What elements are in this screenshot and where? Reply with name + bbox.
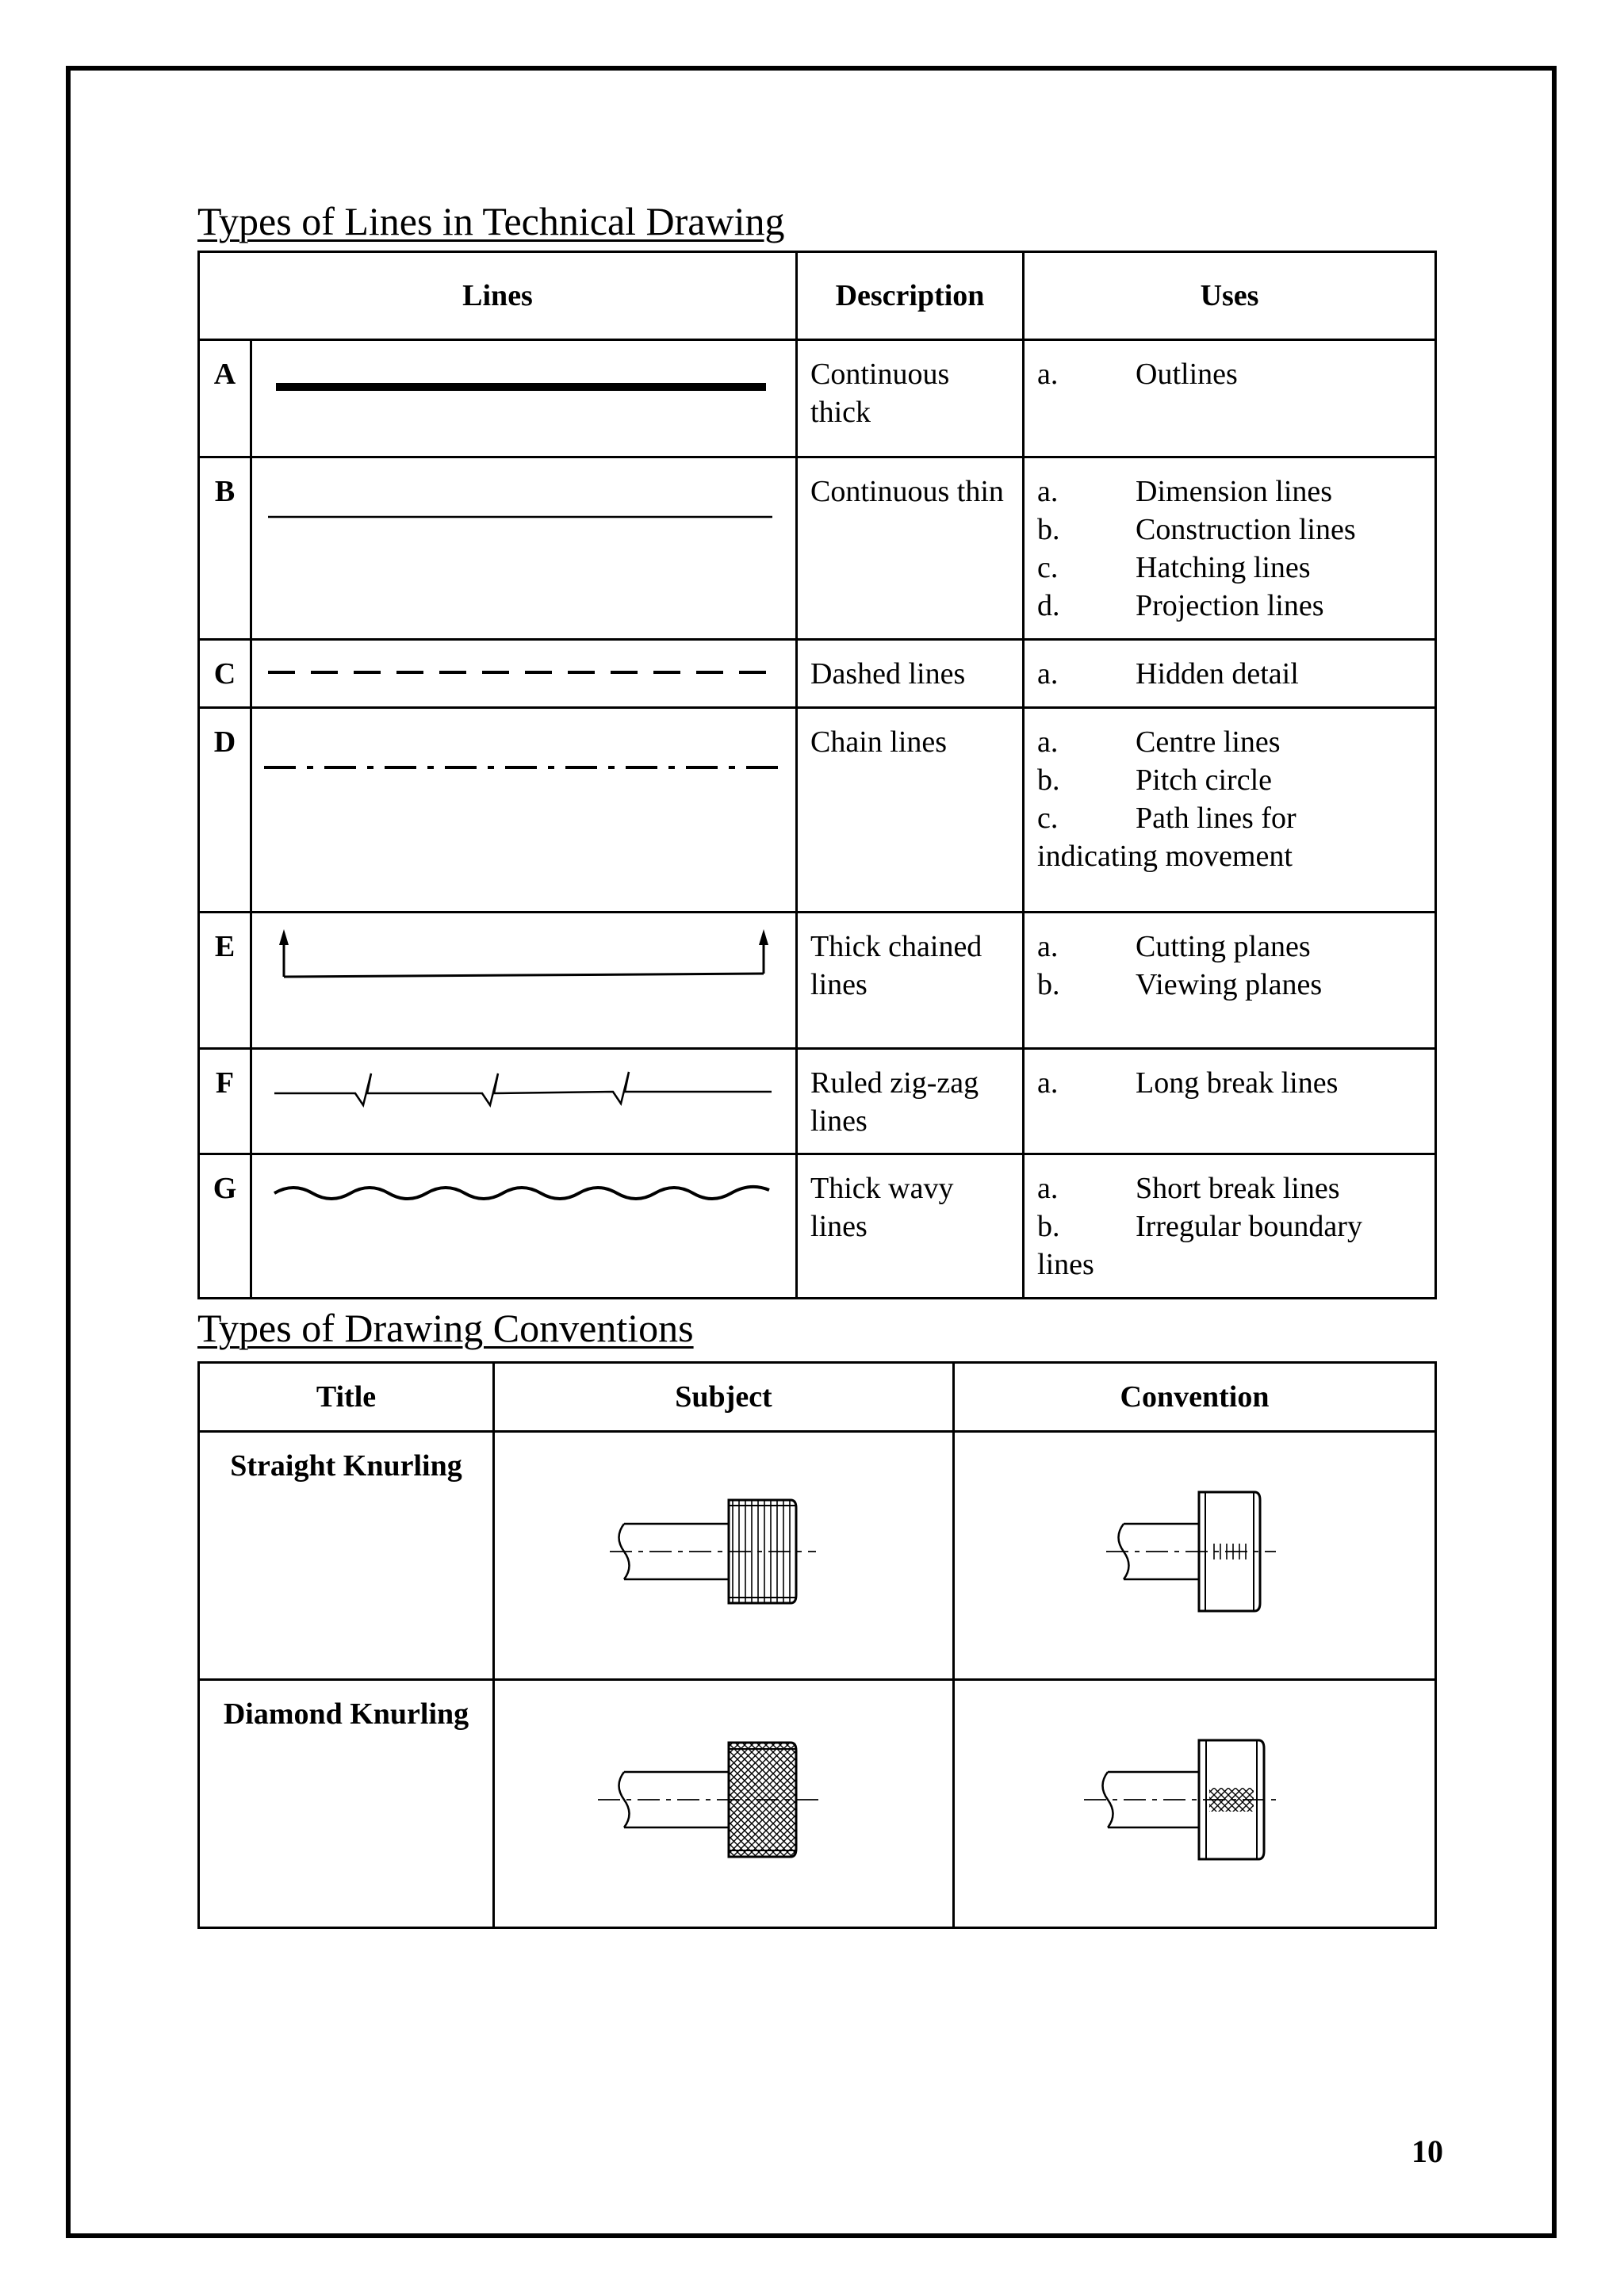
- row-uses: [1024, 640, 1436, 708]
- straight-knurling-convention-drawing: [954, 1432, 1436, 1680]
- header-lines: Lines: [199, 252, 797, 340]
- use-item: b. Pitch circle: [1037, 763, 1272, 797]
- table-row: [199, 1049, 1436, 1154]
- line-sample-chain: [251, 708, 797, 913]
- row-uses: [1024, 1049, 1436, 1154]
- use-item: c. Path lines for: [1037, 802, 1297, 835]
- use-item: a. Cutting planes: [1037, 930, 1311, 963]
- row-description: Ruled zig-zag lines: [797, 1049, 1024, 1154]
- use-item: b. Construction lines: [1037, 513, 1356, 546]
- use-item: a. Dimension lines: [1037, 475, 1333, 508]
- lines-table: [197, 251, 1437, 1299]
- use-item: a. Centre lines: [1037, 725, 1281, 759]
- use-item: d. Projection lines: [1037, 589, 1324, 622]
- row-description: Chain lines: [797, 708, 1024, 913]
- use-item: a. Hidden detail: [1037, 657, 1299, 691]
- use-item: a. Short break lines: [1037, 1172, 1340, 1205]
- line-sample-dashed: [251, 640, 797, 708]
- lines-heading: Types of Lines in Technical Drawing: [197, 199, 785, 243]
- table-row: [199, 640, 1436, 708]
- row-uses: [1024, 913, 1436, 1049]
- header-description: Description: [797, 252, 1024, 340]
- row-label: F: [199, 1049, 251, 1154]
- table-header-row: [199, 252, 1436, 340]
- line-sample-continuous-thick: [251, 340, 797, 457]
- line-sample-thick-wavy: [251, 1154, 797, 1299]
- convention-title: Diamond Knurling: [199, 1680, 494, 1928]
- header-convention: Convention: [954, 1363, 1436, 1432]
- row-uses: [1024, 1154, 1436, 1299]
- use-item: c. Hatching lines: [1037, 551, 1311, 584]
- row-label: E: [199, 913, 251, 1049]
- table-header-row: [199, 1363, 1436, 1432]
- header-subject: Subject: [494, 1363, 954, 1432]
- table-row: [199, 457, 1436, 640]
- header-title: Title: [199, 1363, 494, 1432]
- row-label: D: [199, 708, 251, 913]
- use-item: a. Long break lines: [1037, 1066, 1339, 1100]
- straight-knurling-subject-drawing: [494, 1432, 954, 1680]
- conventions-heading: Types of Drawing Conventions: [197, 1306, 694, 1350]
- table-row: [199, 1432, 1436, 1680]
- convention-title: Straight Knurling: [199, 1432, 494, 1680]
- row-description: Continuous thick: [797, 340, 1024, 457]
- row-uses: [1024, 708, 1436, 913]
- line-sample-continuous-thin: [251, 457, 797, 640]
- row-label: B: [199, 457, 251, 640]
- row-description: Dashed lines: [797, 640, 1024, 708]
- table-row: [199, 708, 1436, 913]
- table-row: [199, 1154, 1436, 1299]
- row-description: Continuous thin: [797, 457, 1024, 640]
- table-row: [199, 1680, 1436, 1928]
- row-description: Thick chained lines: [797, 913, 1024, 1049]
- row-uses: [1024, 457, 1436, 640]
- table-row: [199, 913, 1436, 1049]
- row-description: Thick wavy lines: [797, 1154, 1024, 1299]
- row-label: A: [199, 340, 251, 457]
- conventions-table: [197, 1361, 1437, 1929]
- use-item-continuation: lines: [1037, 1248, 1094, 1281]
- use-item-continuation: indicating movement: [1037, 840, 1293, 873]
- diamond-knurling-convention-drawing: [954, 1680, 1436, 1928]
- use-item: b. Viewing planes: [1037, 968, 1323, 1001]
- diamond-knurling-subject-drawing: [494, 1680, 954, 1928]
- header-uses: Uses: [1024, 252, 1436, 340]
- use-item: b. Irregular boundary: [1037, 1210, 1362, 1243]
- row-label: C: [199, 640, 251, 708]
- line-sample-thick-chained: [251, 913, 797, 1049]
- use-item: a. Outlines: [1037, 358, 1238, 391]
- row-uses: [1024, 340, 1436, 457]
- table-row: [199, 340, 1436, 457]
- row-label: G: [199, 1154, 251, 1299]
- page-number: 10: [1411, 2133, 1443, 2169]
- line-sample-ruled-zigzag: [251, 1049, 797, 1154]
